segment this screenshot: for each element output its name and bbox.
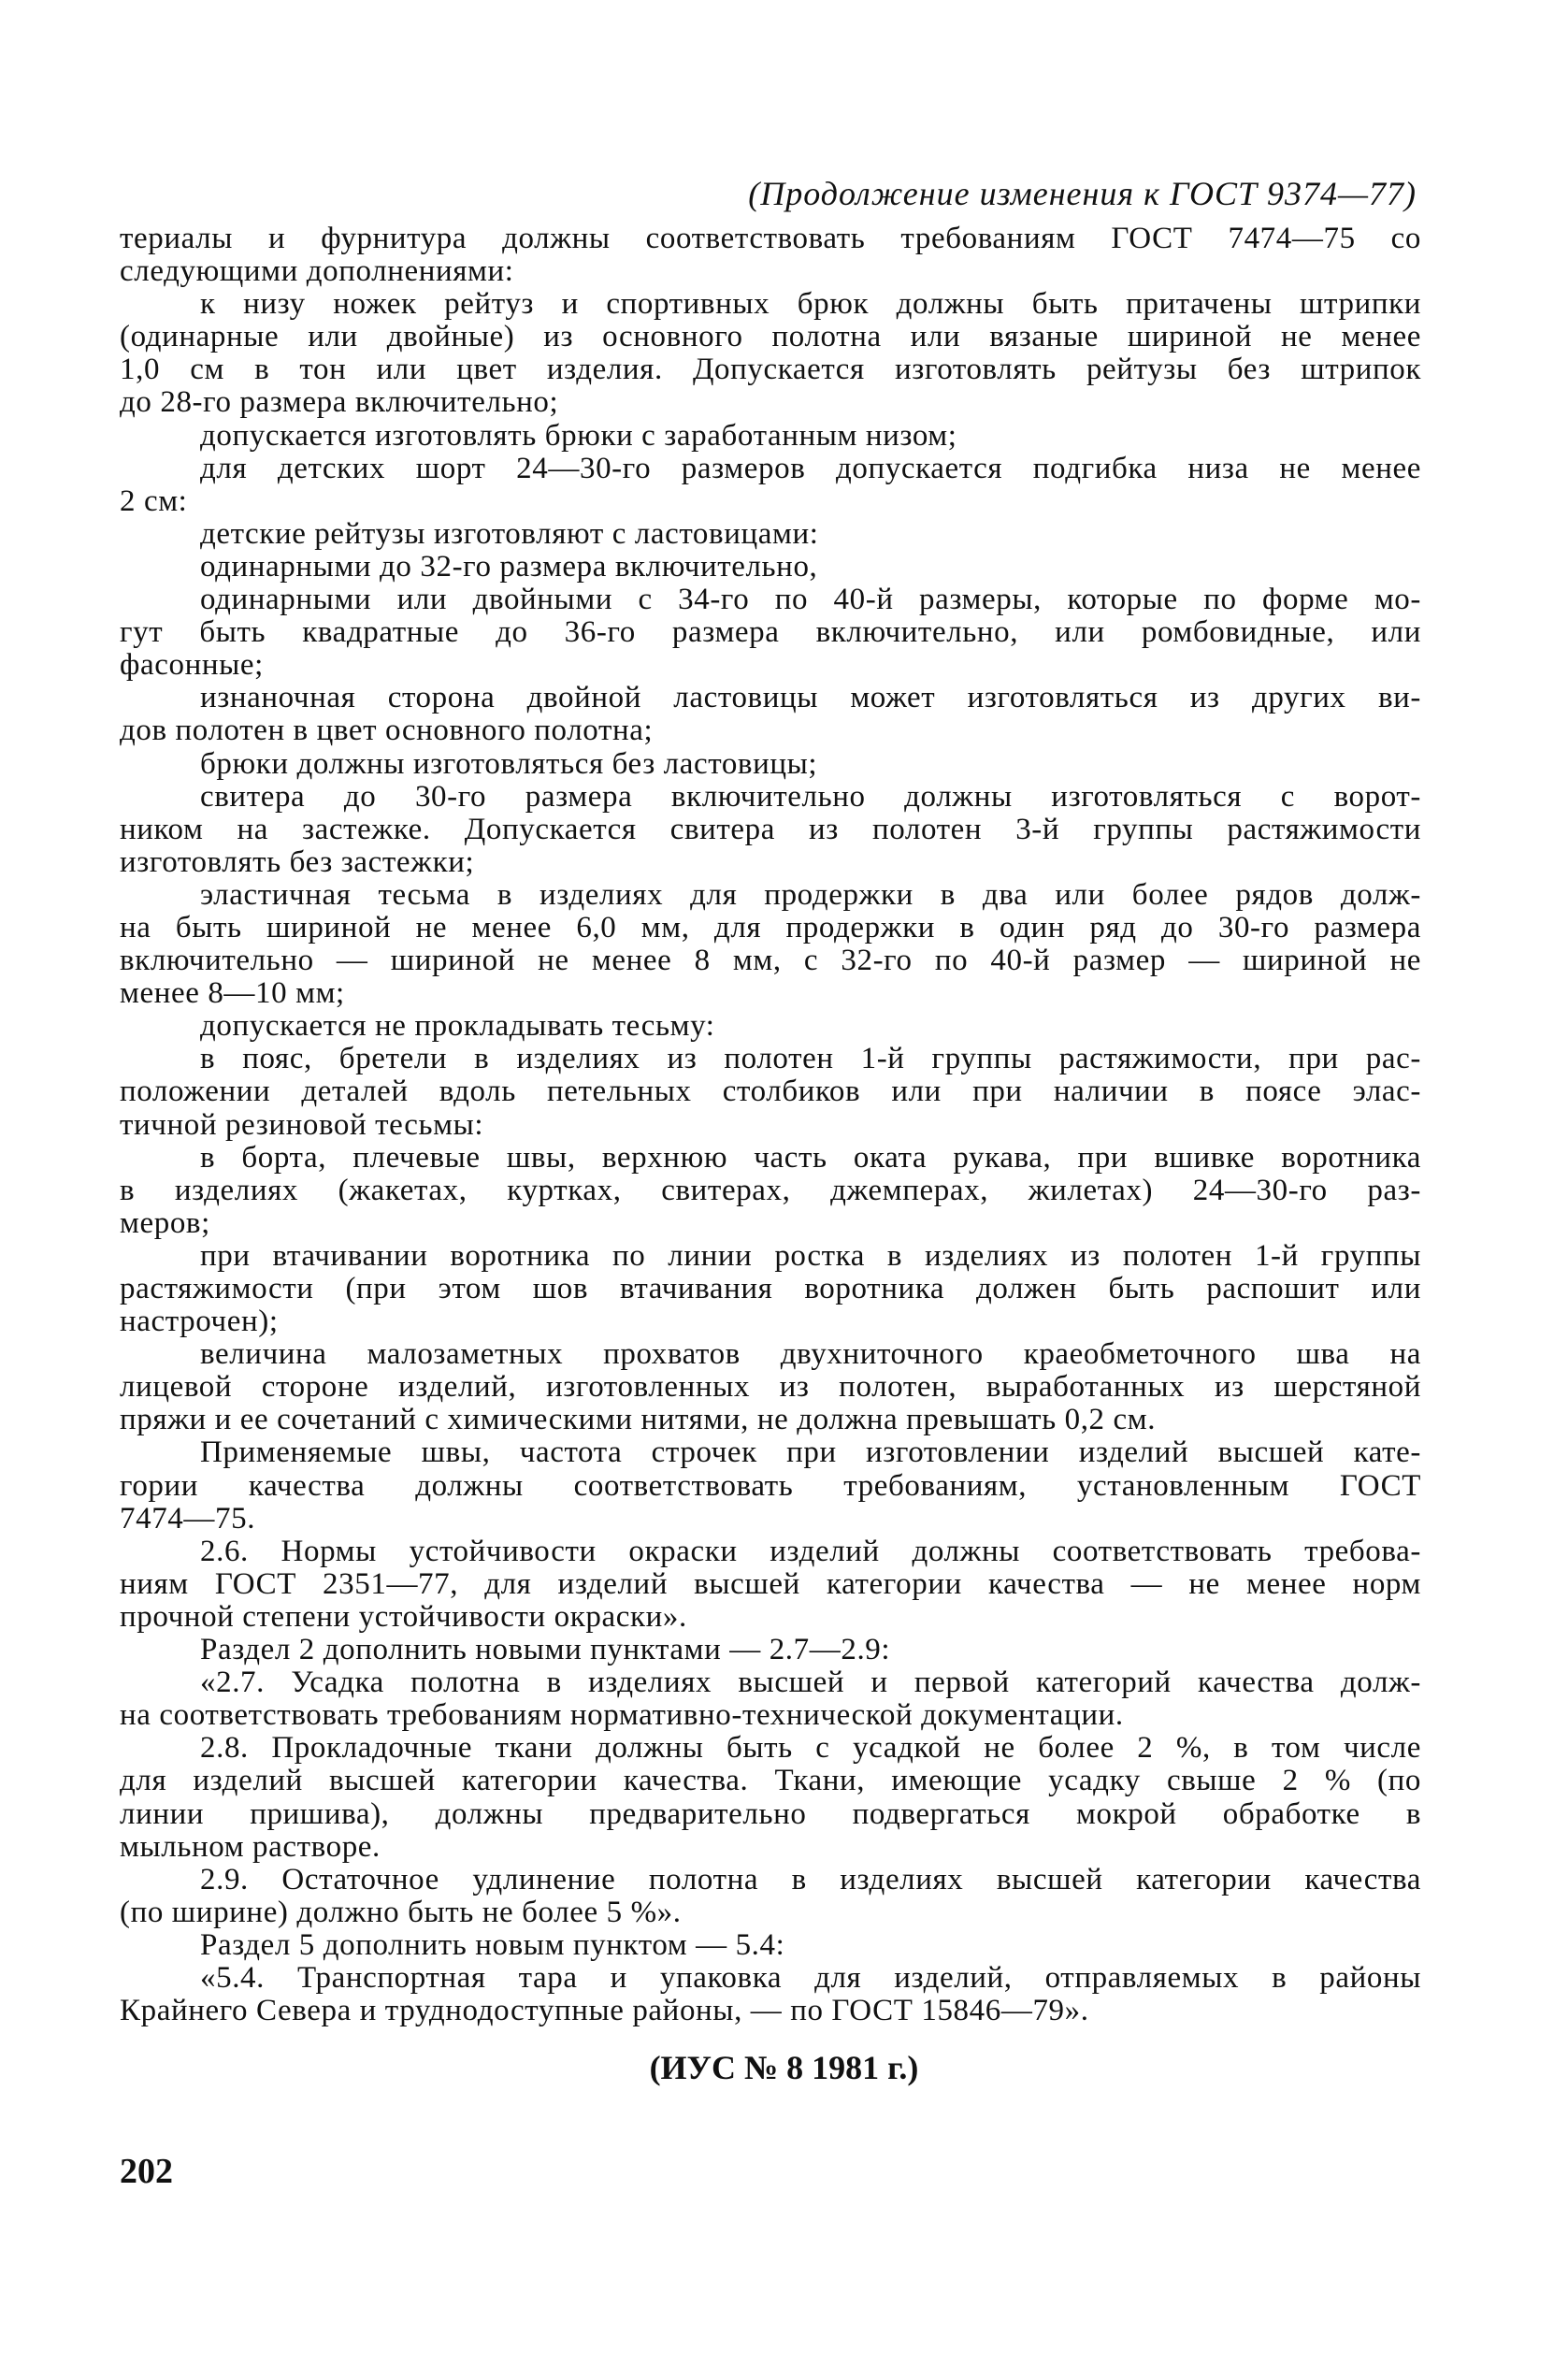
text-line: на быть шириной не менее 6,0 мм, для продержки в один ряд до 30-го размера: [120, 910, 1421, 945]
text-line: допускается изготовлять брюки с заработанным низом;: [200, 418, 957, 453]
text-line: положении деталей вдоль петельных столбиков или при наличии в поясе элас-: [120, 1074, 1421, 1109]
text-line: тичной резиновой тесьмы:: [120, 1107, 484, 1142]
text-line: в изделиях (жакетах, куртках, свитерах, джемперах, жилетах) 24—30-го раз-: [120, 1173, 1421, 1207]
text-line: дов полотен в цвет основного полотна;: [120, 714, 654, 748]
text-line: 2 см:: [120, 483, 188, 518]
text-line: Раздел 5 дополнить новым пунктом — 5.4:: [200, 1927, 785, 1962]
text-line: для изделий высшей категории качества. Ткани, имеющие усадку свыше 2 % (по: [120, 1764, 1421, 1798]
text-line: настрочен);: [120, 1305, 279, 1339]
text-line: при втачивании воротника по линии ростка в изделиях из полотен 1-й группы: [200, 1238, 1421, 1273]
text-line: изнаночная сторона двойной ластовицы может изготовляться из других ви-: [200, 681, 1421, 715]
text-line: следующими дополнениями:: [120, 254, 514, 289]
text-line: териалы и фурнитура должны соответствовать требованиям ГОСТ 7474—75 со: [120, 222, 1421, 255]
text-line: прочной степени устойчивости окраски».: [120, 1599, 687, 1634]
publication-reference: (ИУС № 8 1981 г.): [649, 2049, 919, 2086]
text-line: 2.6. Нормы устойчивости окраски изделий должны соответствовать требова-: [200, 1534, 1421, 1568]
document-body: [120, 223, 1421, 2027]
text-line: меров;: [120, 1205, 210, 1240]
text-line: брюки должны изготовляться без ластовицы;: [200, 746, 818, 781]
text-line: 7474—75.: [120, 1501, 256, 1536]
text-line: включительно — шириной не менее 8 мм, с 32-го по 40-й размер — шириной не: [120, 944, 1421, 978]
text-line: допускается не прокладывать тесьму:: [200, 1009, 715, 1044]
text-line: до 28-го размера включительно;: [120, 385, 559, 420]
text-line: (одинарные или двойные) из основного полотна или вязаные шириной не менее: [120, 320, 1421, 354]
page-number: 202: [120, 2152, 173, 2191]
text-line: пряжи и ее сочетаний с химическими нитями, не должна превышать 0,2 см.: [120, 1403, 1157, 1437]
text-line: 2.8. Прокладочные ткани должны быть с усадкой не более 2 %, в том числе: [200, 1731, 1421, 1766]
text-line: свитера до 30-го размера включительно должны изготовляться с ворот-: [200, 779, 1421, 814]
text-line: детские рейтузы изготовляют с ластовицами:: [200, 516, 819, 551]
text-line: величина малозаметных прохватов двухниточного краеобметочного шва на: [200, 1337, 1421, 1372]
text-line: 1,0 см в тон или цвет изделия. Допускается изготовлять рейтузы без штрипок: [120, 353, 1421, 387]
text-line: ниям ГОСТ 2351—77, для изделий высшей категории качества — не менее норм: [120, 1566, 1421, 1601]
text-line: лицевой стороне изделий, изготовленных из полотен, выработанных из шерстяной: [120, 1370, 1421, 1405]
text-line: линии пришива), должны предварительно подвергаться мокрой обработке в: [120, 1796, 1421, 1831]
text-line: для детских шорт 24—30-го размеров допускается подгибка низа не менее: [200, 451, 1421, 485]
text-line: Крайнего Севера и труднодоступные районы, — по ГОСТ 15846—79».: [120, 1994, 1089, 2028]
text-line: 2.9. Остаточное удлинение полотна в изделиях высшей категории качества: [200, 1862, 1421, 1896]
text-line: Применяемые швы, частота строчек при изготовлении изделий высшей кате-: [200, 1435, 1421, 1470]
text-line: гории качества должны соответствовать требованиям, установленным ГОСТ: [120, 1468, 1421, 1503]
text-line: в пояс, бретели в изделиях из полотен 1-й группы растяжимости, при рас-: [200, 1042, 1421, 1076]
text-line: гут быть квадратные до 36-го размера включительно, или ромбовидные, или: [120, 615, 1421, 650]
text-line: «2.7. Усадка полотна в изделиях высшей и первой категорий качества долж-: [200, 1666, 1421, 1700]
text-line: фасонные;: [120, 648, 264, 683]
text-line: эластичная тесьма в изделиях для продержки в два или более рядов долж-: [200, 877, 1421, 912]
text-line: одинарными или двойными с 34-го по 40-й размеры, которые по форме мо-: [200, 583, 1421, 617]
text-line: (по ширине) должно быть не более 5 %».: [120, 1895, 682, 1929]
text-line: менее 8—10 мм;: [120, 976, 345, 1011]
text-line: «5.4. Транспортная тара и упаковка для изделий, отправляемых в районы: [200, 1960, 1421, 1995]
text-line: изготовлять без застежки;: [120, 844, 475, 879]
text-line: одинарными до 32-го размера включительно,: [200, 549, 818, 584]
text-line: в борта, плечевые швы, верхнюю часть оката рукава, при вшивке воротника: [200, 1140, 1421, 1175]
text-line: ником на застежке. Допускается свитера из полотен 3-й группы растяжимости: [120, 812, 1421, 846]
text-line: мыльном растворе.: [120, 1829, 381, 1864]
text-line: Раздел 2 дополнить новыми пунктами — 2.7—2.9:: [200, 1633, 891, 1667]
text-line: растяжимости (при этом шов втачивания воротника должен быть распошит или: [120, 1272, 1421, 1305]
running-header: (Продолжение изменения к ГОСТ 9374—77): [748, 175, 1417, 212]
text-line: к низу ножек рейтуз и спортивных брюк должны быть притачены штрипки: [200, 287, 1421, 322]
text-line: на соответствовать требованиям нормативно-технической документации.: [120, 1698, 1124, 1733]
